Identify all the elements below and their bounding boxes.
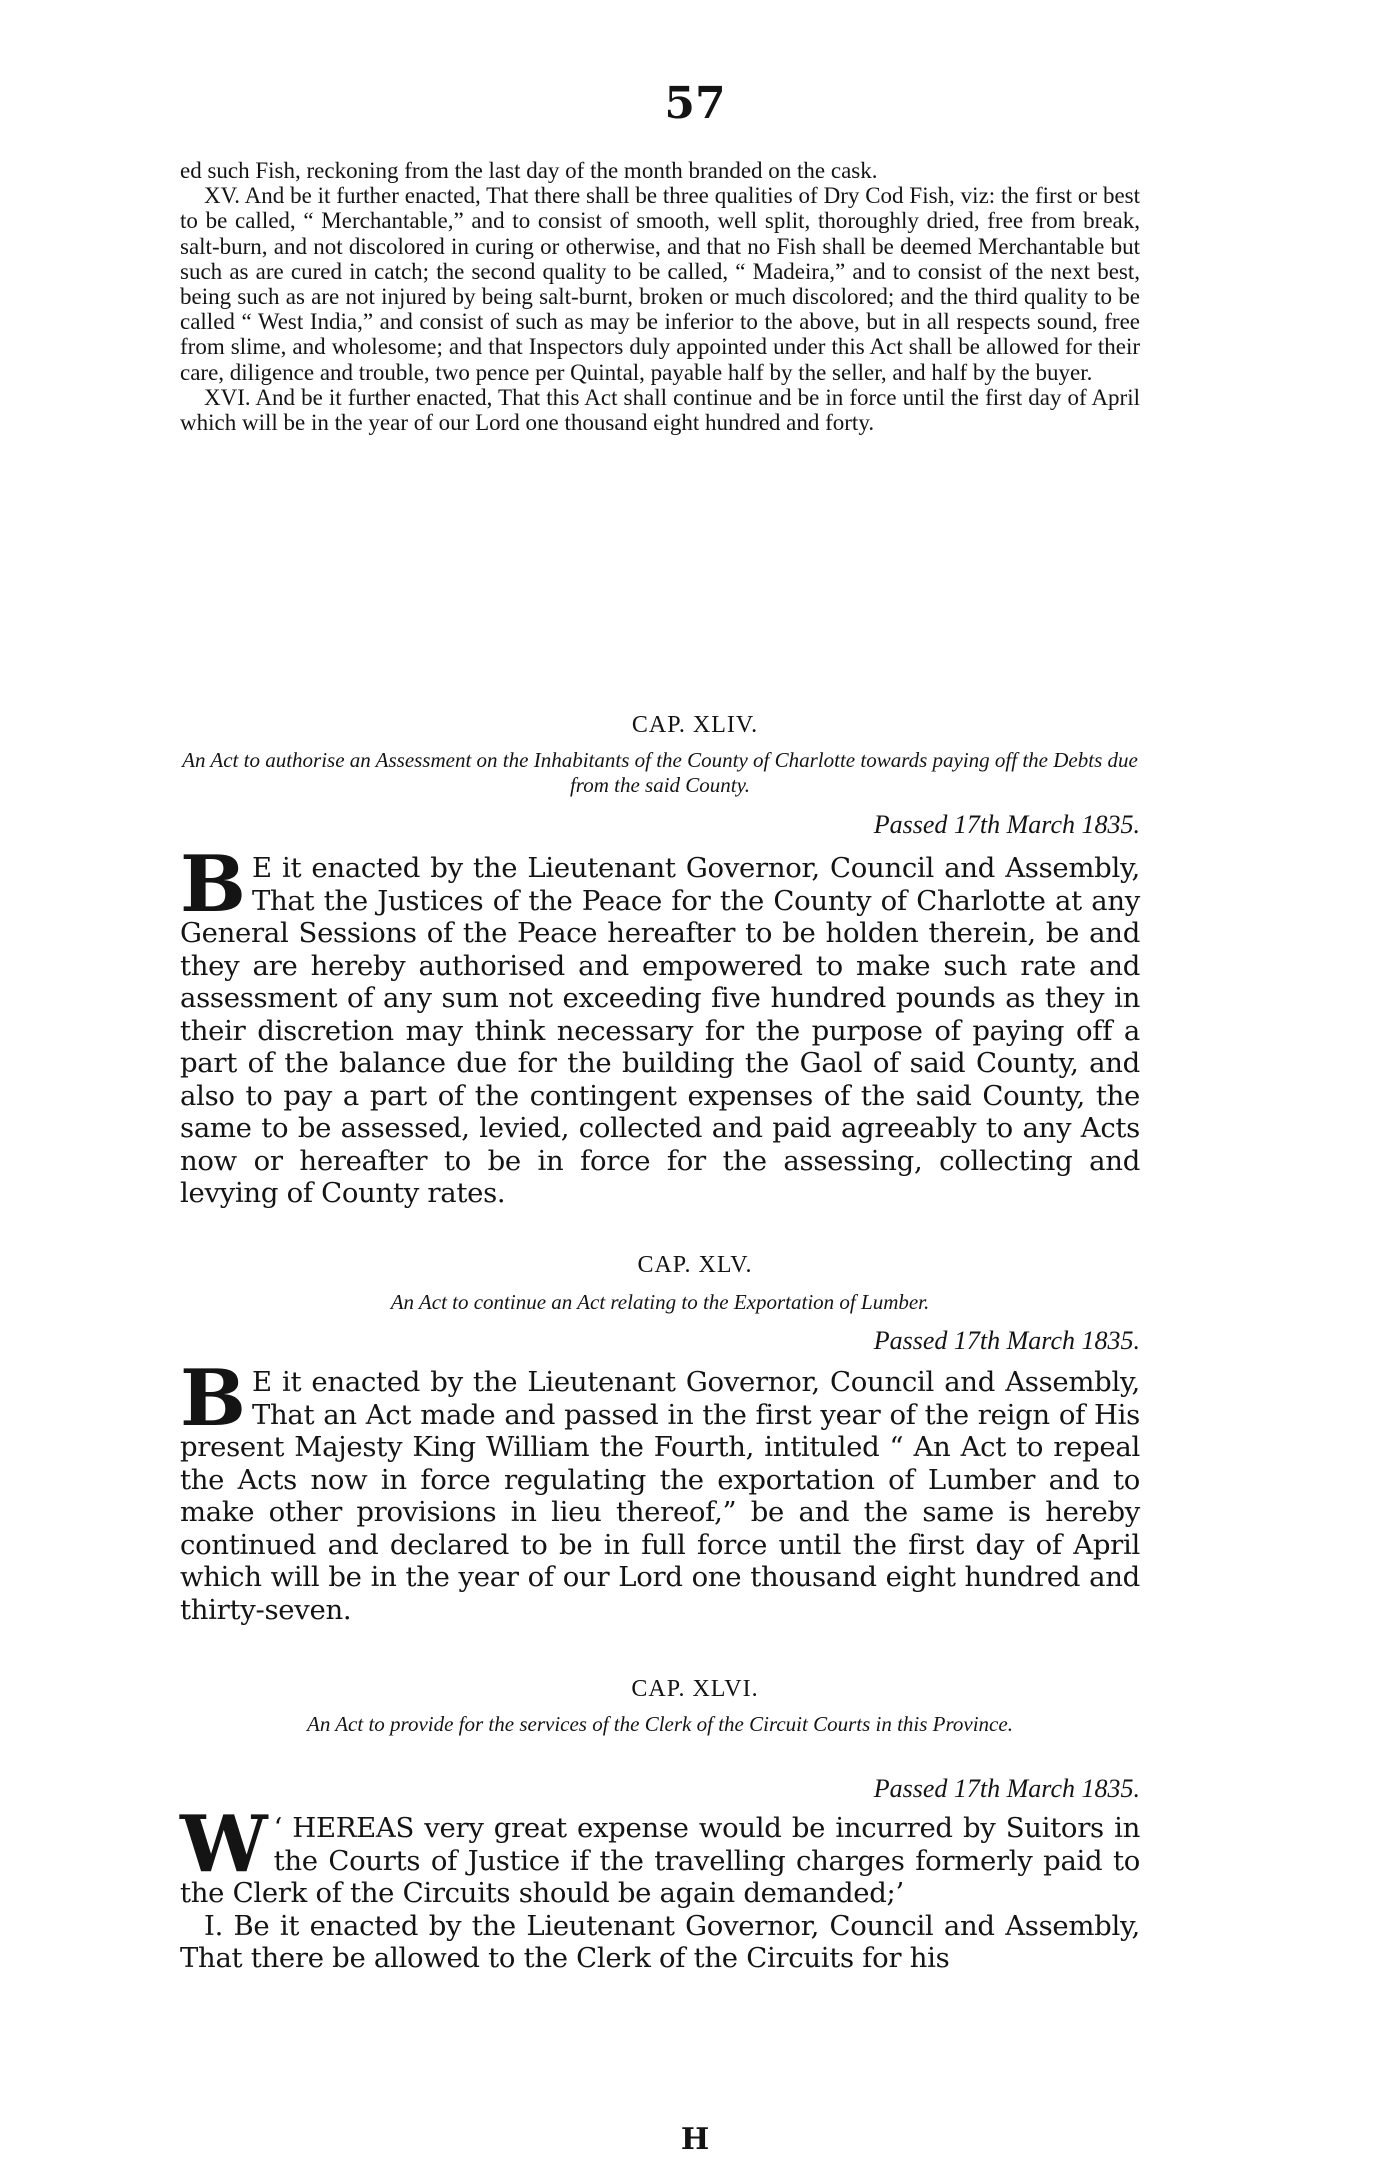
section-xv-paragraph: XV. And be it further enacted, That there shall be three qualities of Dry Cod Fish, viz: the first or best to be called, “ Merchantable,” and to consist of smooth, well split, thoroughly dried, free from break, salt-burn, and not discolored in curing or otherwise, and that no Fish shall be deemed Merchantable but such as are cured in catch; the second quality to be called, “ Madeira,” and to consist of the next best, being such as are not injured by being salt-burnt, broken or much discolored; and the third quality to be called “ West India,” and consist of such as may be inferior to the above, but in all respects sound, free from slime, and wholesome; and that Inspectors duly appointed under this Act shall be allowed for their care, diligence and trouble, two pence per Quintal, payable half by the seller, and half by the buyer. <box>180 183 1140 385</box>
signature-mark: H <box>680 2122 710 2157</box>
cap-44-drop-cap: B <box>180 839 244 930</box>
section-xvi-paragraph: XVI. And be it further enacted, That this Act shall continue and be in force until the first day of April which will be in the year of our Lord one thousand eight hundred and forty. <box>180 384 1140 436</box>
cap-45-heading: CAP. XLV. <box>637 1252 753 1278</box>
page-number: 57 <box>664 78 726 129</box>
cap-46-drop-cap: W <box>180 1799 266 1890</box>
cap-46-body <box>180 1799 1140 1975</box>
continuation-paragraph: ed such Fish, reckoning from the last day of the month branded on the cask. <box>180 158 878 183</box>
cap-45-drop-cap: B <box>180 1353 244 1444</box>
cap-46-passed-date: Passed 17th March 1835. <box>873 1774 1140 1803</box>
cap-46-section-i: I. Be it enacted by the Lieutenant Governor, Council and Assembly, That there be allowed to the Clerk of the Circuits for his <box>180 1909 1140 1974</box>
cap-44-body-text: E it enacted by the Lieutenant Governor, Council and Assembly, That the Justices of the Peace for the County of Charlotte at any General Sessions of the Peace hereafter to be holden therein, be and they are hereby authorised and empowered to make such rate and assessment of any sum not exceeding five hundred pounds as they in their discretion may think necessary for the purpose of paying off a part of the balance due for the building the Gaol of said County, and also to pay a part of the contingent expenses of the said County, the same to be assessed, levied, collected and paid agreeably to any Acts now or hereafter to be in force for the assessing, collecting and levying of County rates. <box>180 852 1140 1209</box>
cap-45-body-text: E it enacted by the Lieutenant Governor, Council and Assembly, That an Act made and passed in the first year of the reign of His present Majesty King William the Fourth, intituled “ An Act to repeal the Acts now in force regulating the exportation of Lumber and to make other provisions in lieu thereof,” be and the same is hereby continued and declared to be in full force until the first day of April which will be in the year of our Lord one thousand eight hundred and thirty-seven. <box>180 1366 1140 1626</box>
cap-45-enacting-paragraph <box>180 1353 1140 1626</box>
cap-46-preamble-text: ‘ HEREAS very great expense would be incurred by Suitors in the Courts of Justice if the travelling charges formerly paid to the Clerk of the Circuits should be again demanded;’ <box>180 1812 1140 1909</box>
cap-45-passed-date: Passed 17th March 1835. <box>873 1326 1140 1355</box>
cap-44-enacting-paragraph <box>180 839 1140 1210</box>
cap-44-body <box>180 839 1140 1210</box>
cap-45-body <box>180 1353 1140 1626</box>
cap-46-title: An Act to provide for the services of the Clerk of the Circuit Courts in this Province. <box>307 1712 1013 1736</box>
cap-44-heading: CAP. XLIV. <box>631 712 759 738</box>
cap-44-passed-date: Passed 17th March 1835. <box>873 810 1140 839</box>
cap-45-title: An Act to continue an Act relating to the Exportation of Lumber. <box>390 1290 930 1314</box>
previous-act-continuation <box>180 158 1140 435</box>
cap-46-heading: CAP. XLVI. <box>631 1676 759 1702</box>
cap-46-preamble <box>180 1799 1140 1910</box>
cap-44-title: An Act to authorise an Assessment on the Inhabitants of the County of Charlotte towards paying off the Debts due from the said County. <box>182 748 1138 797</box>
